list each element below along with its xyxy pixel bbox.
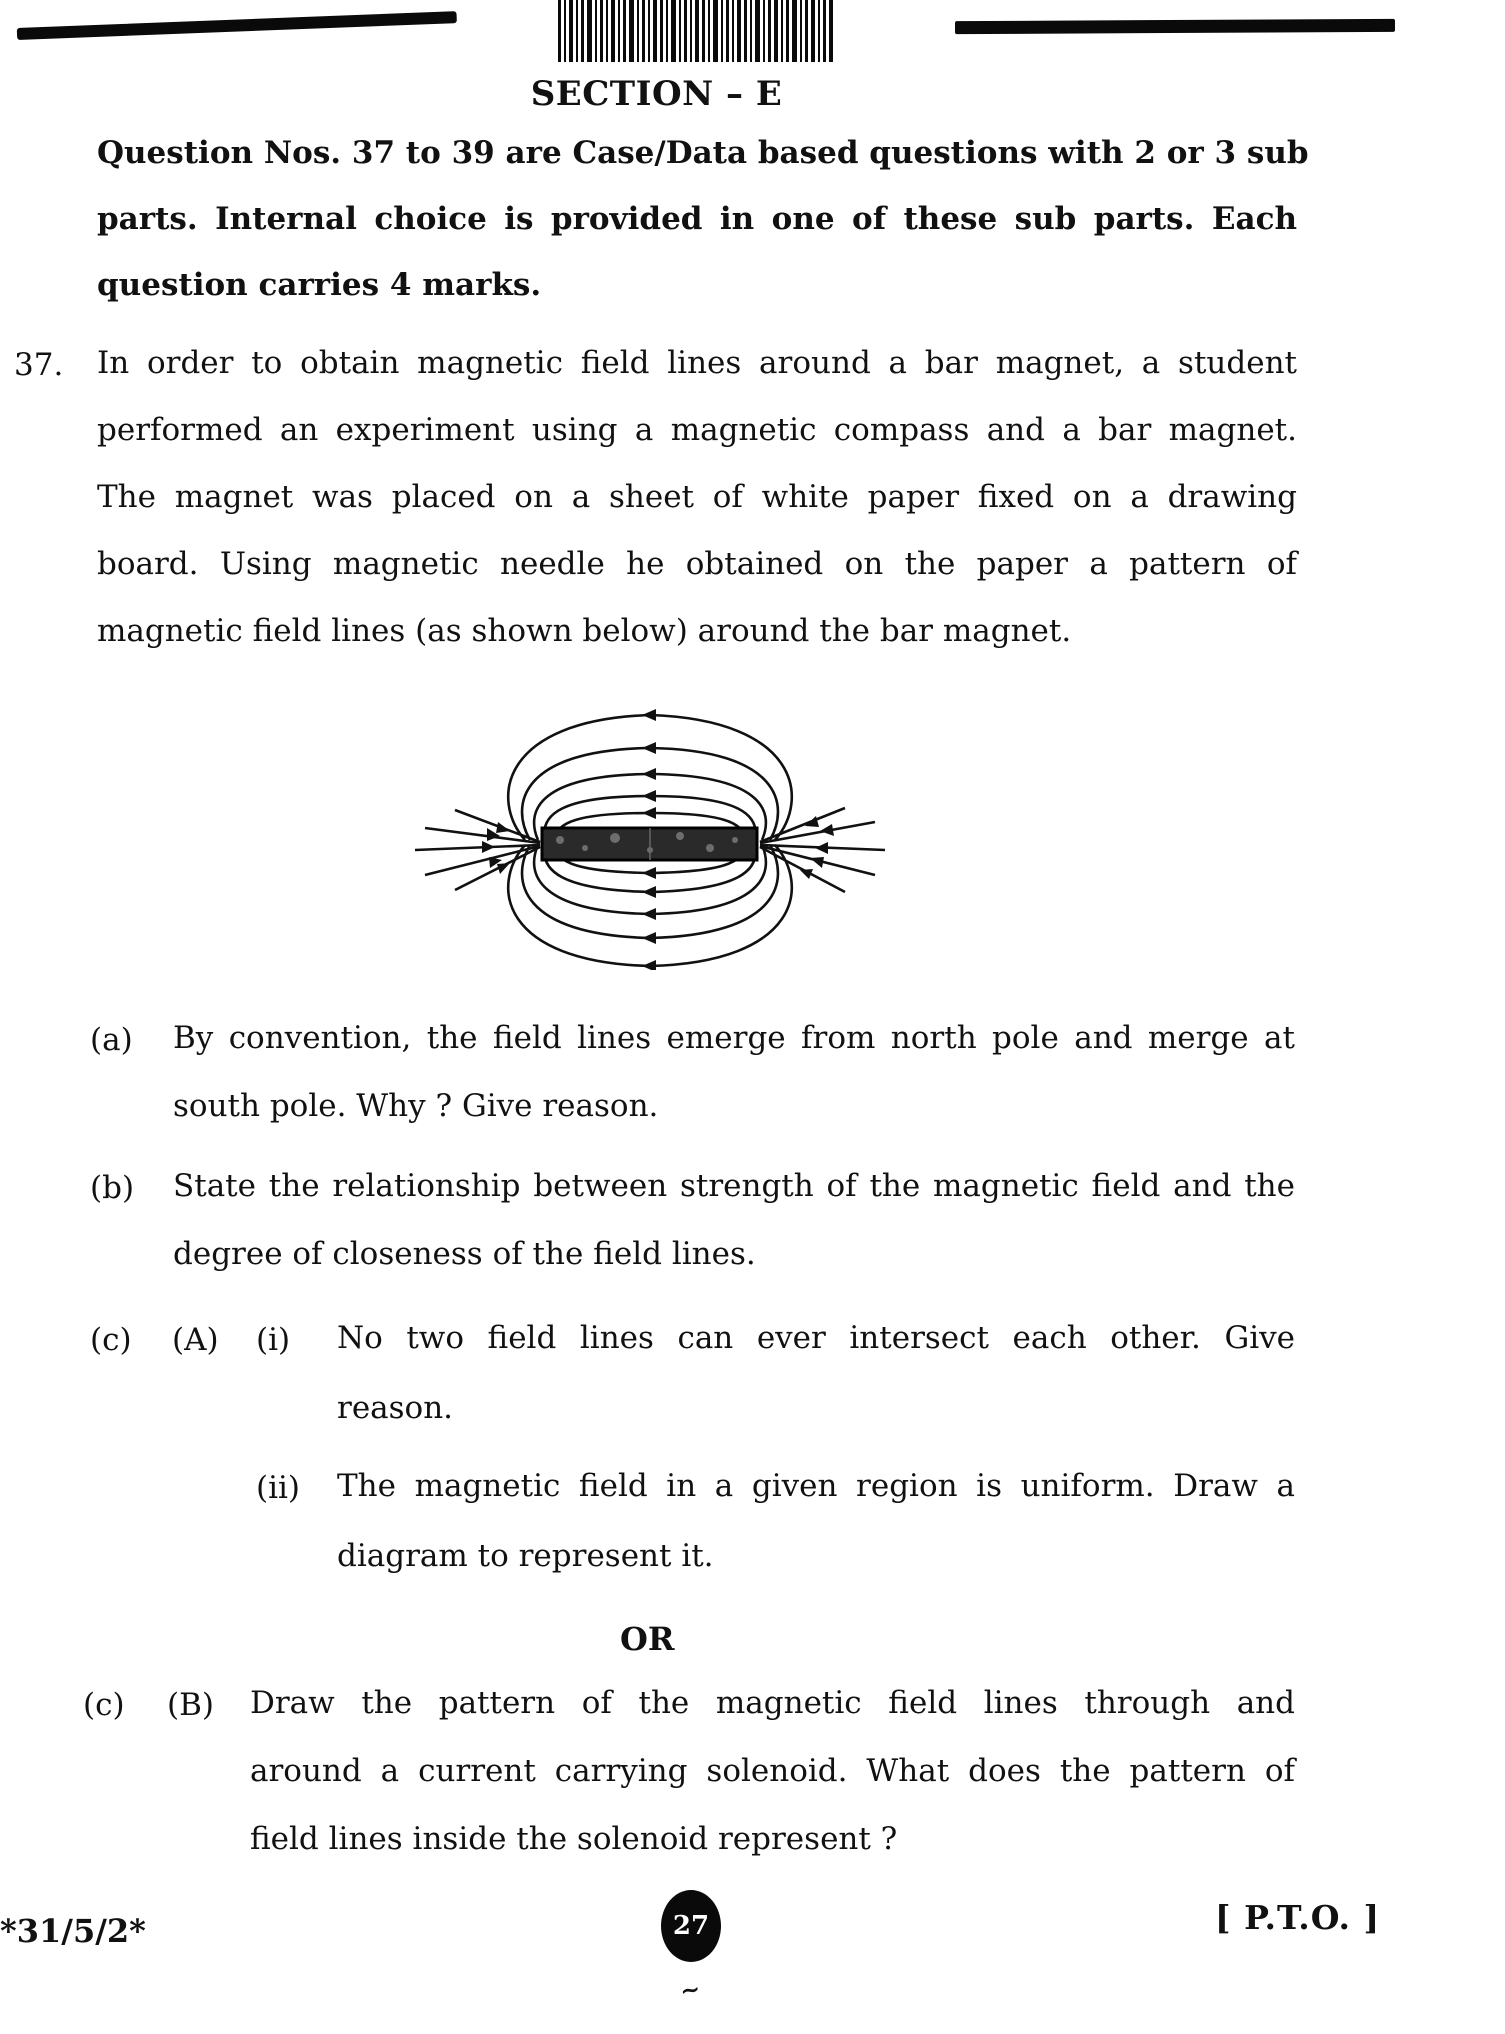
part-b-label: (b) [90,1170,135,1206]
part-a-line: south pole. Why ? Give reason. [173,1088,659,1124]
sub-i-line: No two field lines can ever intersect each other. Give [337,1320,1295,1356]
sub-ii-line: The magnetic field in a given region is uniform. Draw a [337,1468,1295,1504]
or-separator: OR [620,1620,675,1658]
instruction-line: question carries 4 marks. [97,267,542,303]
option-a-label: (A) [172,1322,219,1358]
question-line: board. Using magnetic needle he obtained on the paper a pattern of [97,546,1297,582]
footer-mark: ~ [677,1973,703,2006]
section-title: SECTION – E [530,74,783,114]
part-b-line: State the relationship between strength of the magnetic field and the [173,1168,1295,1204]
option-b-line: around a current carrying solenoid. What does the pattern of [250,1753,1295,1789]
part-c-label: (c) [83,1687,125,1723]
header-rule-right [955,19,1395,34]
option-b-line: field lines inside the solenoid represent ? [250,1821,898,1857]
part-c-label: (c) [90,1322,132,1358]
option-b-label: (B) [167,1687,214,1723]
question-line: The magnet was placed on a sheet of white paper fixed on a drawing [97,479,1297,515]
question-line: performed an experiment using a magnetic compass and a bar magnet. [97,412,1297,448]
page-number: 27 [672,1911,710,1941]
header-rule-left [17,11,457,40]
instruction-line: parts. Internal choice is provided in one of these sub parts. Each [97,201,1297,237]
instruction-line: Question Nos. 37 to 39 are Case/Data based questions with 2 or 3 sub [97,135,1309,171]
sub-i-line: reason. [337,1390,454,1426]
part-b-line: degree of closeness of the field lines. [173,1236,756,1272]
part-a-line: By convention, the field lines emerge from north pole and merge at [173,1020,1295,1056]
part-a-label: (a) [90,1022,133,1058]
sub-ii-line: diagram to represent it. [337,1538,714,1574]
please-turn-over: [ P.T.O. ] [1215,1898,1381,1937]
page-number-badge [661,1890,721,1962]
bar-magnet-field-diagram [410,700,890,970]
sub-i-label: (i) [256,1322,291,1358]
question-line: magnetic field lines (as shown below) around the bar magnet. [97,613,1072,649]
barcode [558,0,833,62]
question-number: 37. [14,347,64,383]
sub-ii-label: (ii) [256,1470,301,1506]
option-b-line: Draw the pattern of the magnetic field lines through and [250,1685,1295,1721]
question-line: In order to obtain magnetic field lines around a bar magnet, a student [97,345,1297,381]
paper-code: *31/5/2* [0,1912,146,1950]
